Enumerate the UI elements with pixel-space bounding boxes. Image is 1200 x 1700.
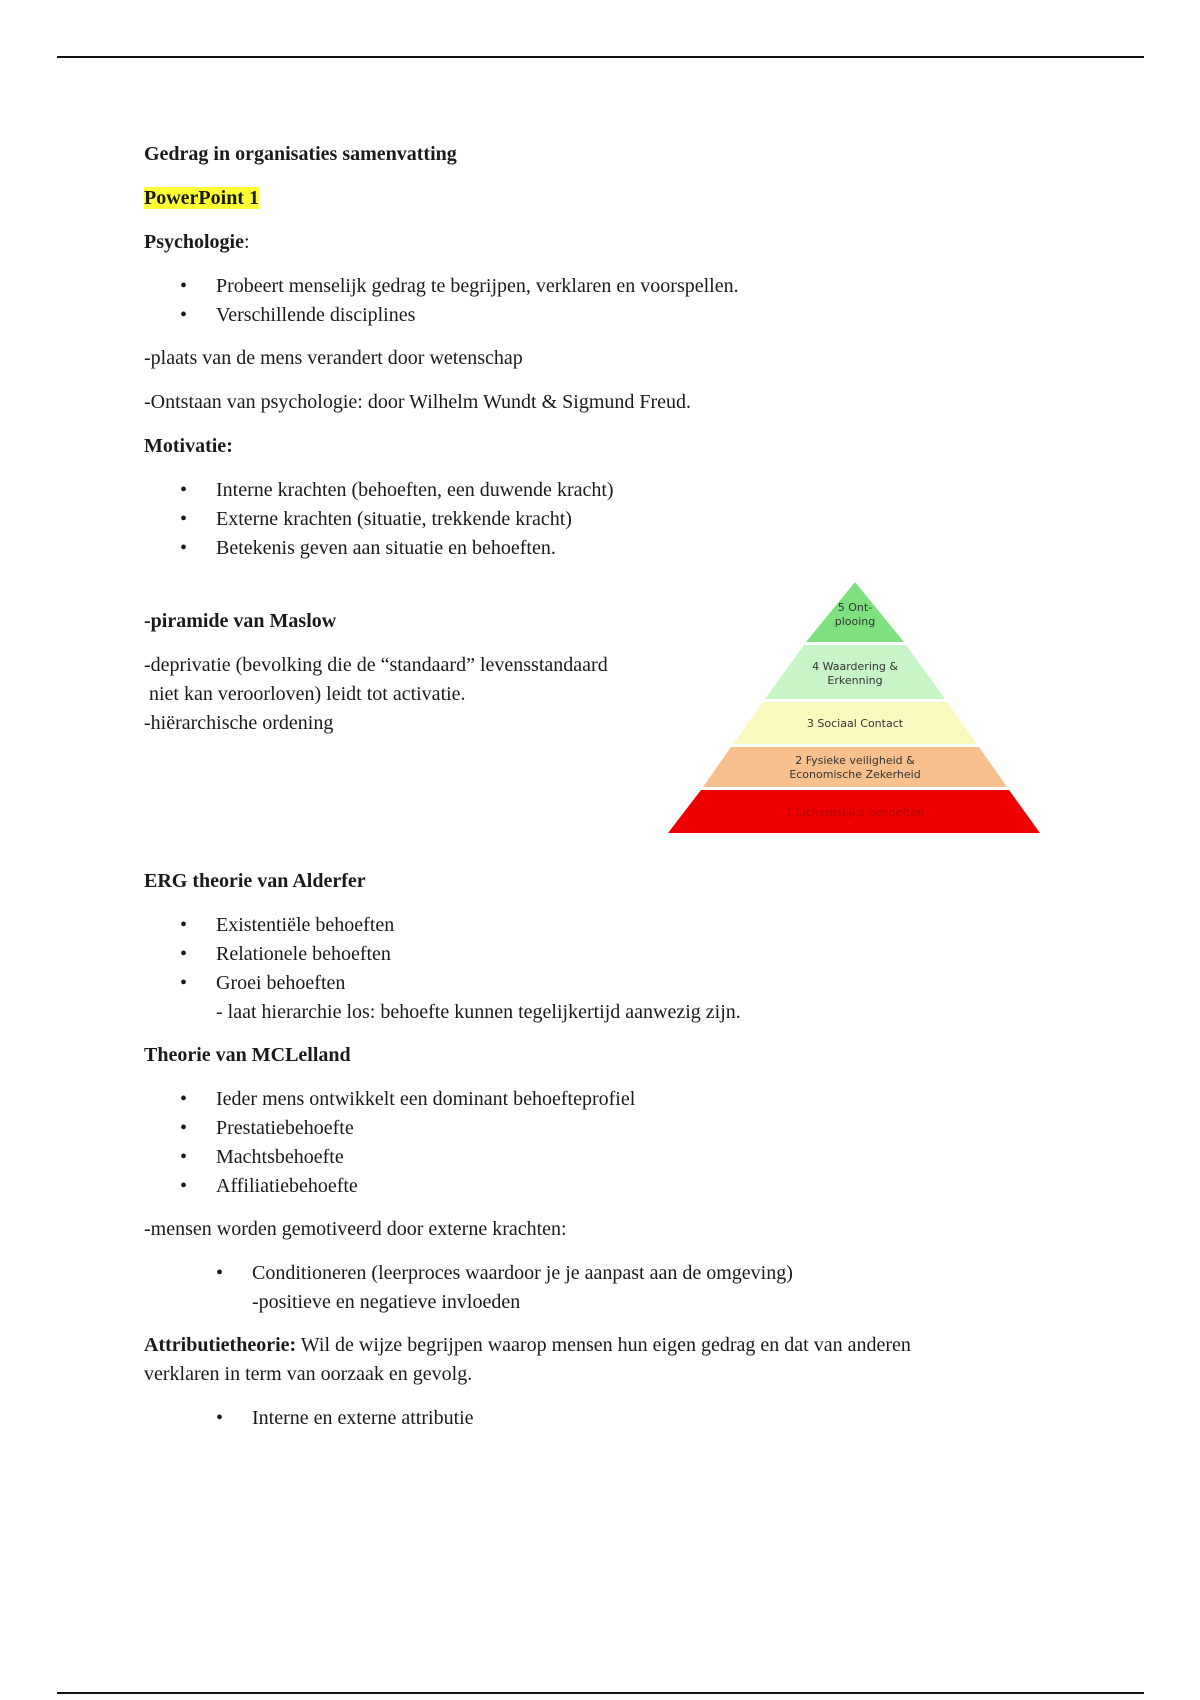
list-item: • Interne en externe attributie xyxy=(216,1407,474,1429)
document-page xyxy=(144,140,1044,1447)
pyramid-label: 4 Waardering & xyxy=(812,660,898,673)
extern-list xyxy=(144,1259,1044,1317)
list-item: • Probeert menselijk gedrag te begrijpen, verklaren en voorspellen. xyxy=(180,275,739,297)
document-title: Gedrag in organisaties samenvatting xyxy=(144,143,457,165)
psychologie-list xyxy=(144,272,1044,330)
list-item: • Machtsbehoefte xyxy=(180,1146,344,1168)
maslow-line: -deprivatie (bevolking die de “standaard” levensstandaard xyxy=(144,654,608,676)
maslow-section xyxy=(144,577,1044,867)
maslow-text xyxy=(144,607,664,738)
extern-line: -mensen worden gemotiveerd door externe krachten: xyxy=(144,1218,567,1240)
pyramid-label: Erkenning xyxy=(827,674,883,687)
powerpoint-label: PowerPoint 1 xyxy=(144,187,259,209)
ontstaan-line: -Ontstaan van psychologie: door Wilhelm Wundt & Sigmund Freud. xyxy=(144,391,692,413)
mclelland-list xyxy=(144,1085,1044,1201)
attributie-paragraph: Attributietheorie: Wil de wijze begrijpen waarop mensen hun eigen gedrag en dat van anderen verklaren in term van oorzaak en gevolg. xyxy=(144,1334,911,1385)
pyramid-label: 2 Fysieke veiligheid & xyxy=(795,754,915,767)
plaats-line: -plaats van de mens verandert door wetenschap xyxy=(144,347,523,369)
maslow-pyramid xyxy=(662,577,1052,847)
list-item: • Conditioneren (leerproces waardoor je je aanpast aan de omgeving) -positieve en negatieve invloeden xyxy=(144,1259,1044,1317)
attributie-list xyxy=(144,1404,1044,1433)
list-item: • Externe krachten (situatie, trekkende kracht) xyxy=(180,508,572,530)
extern-sub: -positieve en negatieve invloeden xyxy=(252,1291,521,1313)
list-item: • Interne krachten (behoeften, een duwende kracht) xyxy=(180,479,614,501)
psychologie-heading: Psychologie: xyxy=(144,231,250,253)
erg-note: - laat hierarchie los: behoefte kunnen tegelijkertijd aanwezig zijn. xyxy=(216,1001,741,1023)
maslow-heading: -piramide van Maslow xyxy=(144,610,337,632)
header-rule xyxy=(57,56,1144,58)
list-item: • Groei behoeften - laat hierarchie los: behoefte kunnen tegelijkertijd aanwezig zijn. xyxy=(144,969,1044,1027)
footer-rule xyxy=(57,1692,1144,1694)
list-item: • Existentiële behoeften xyxy=(180,914,395,936)
motivatie-list xyxy=(144,476,1044,563)
maslow-line: niet kan veroorloven) leidt tot activatie. xyxy=(144,683,466,705)
pyramid-label: plooing xyxy=(834,615,876,628)
pyramid-label: 1 Lichamelijke behoeften xyxy=(785,806,925,819)
list-item: • Ieder mens ontwikkelt een dominant behoefteprofiel xyxy=(180,1088,636,1110)
pyramid-level-2 xyxy=(703,747,1007,787)
list-item: • Betekenis geven aan situatie en behoeften. xyxy=(180,537,556,559)
pyramid-label: 3 Sociaal Contact xyxy=(806,717,904,730)
motivatie-heading: Motivatie: xyxy=(144,435,233,457)
erg-list xyxy=(144,911,1044,1027)
erg-heading: ERG theorie van Alderfer xyxy=(144,870,366,892)
list-item: • Verschillende disciplines xyxy=(180,304,416,326)
list-item: • Relationele behoeften xyxy=(180,943,391,965)
pyramid-label: Economische Zekerheid xyxy=(789,768,921,781)
pyramid-label: 5 Ont- xyxy=(837,601,873,614)
mclelland-heading: Theorie van MCLelland xyxy=(144,1044,351,1066)
list-item: • Affiliatiebehoefte xyxy=(180,1175,358,1197)
maslow-line: -hiërarchische ordening xyxy=(144,712,334,734)
list-item: • Prestatiebehoefte xyxy=(180,1117,354,1139)
